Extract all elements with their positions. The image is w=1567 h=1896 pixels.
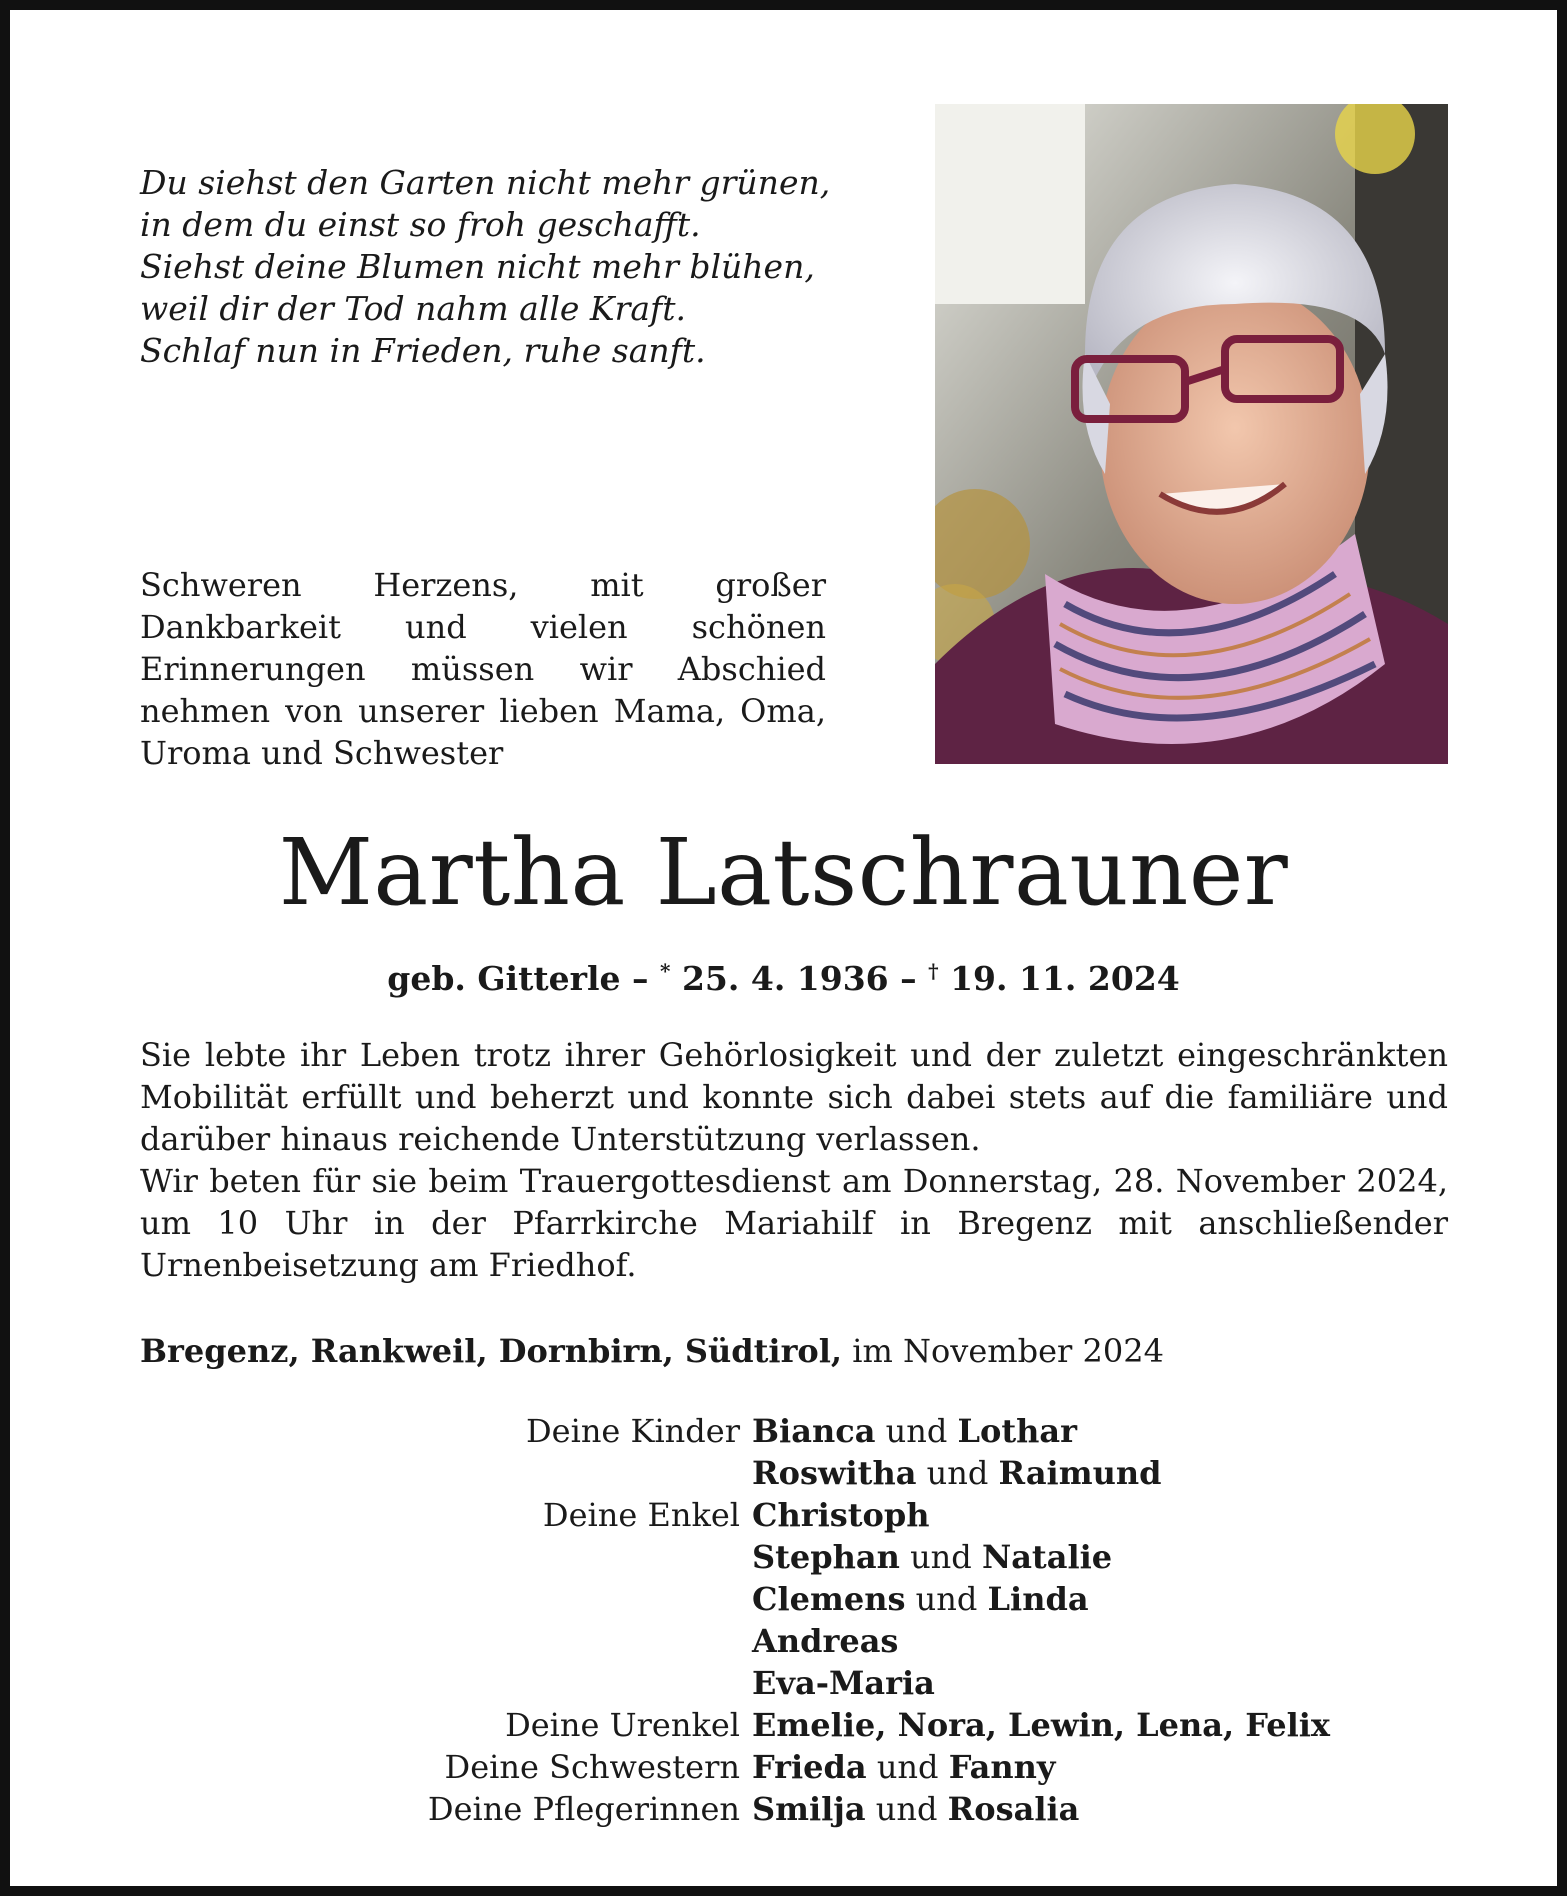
conjunction: und: [899, 1538, 982, 1576]
poem-line: Schlaf nun in Frieden, ruhe sanft.: [140, 331, 706, 370]
conjunction: und: [905, 1580, 988, 1618]
portrait-photo: [935, 104, 1448, 764]
family-label: Deine Schwestern: [444, 1748, 740, 1786]
name: Bianca: [752, 1412, 876, 1450]
death-date: 19. 11. 2024: [950, 959, 1180, 998]
family-row: [340, 1578, 1440, 1620]
birth-date: 25. 4. 1936: [681, 959, 889, 998]
name: Raimund: [998, 1454, 1162, 1492]
family-names: [752, 1662, 935, 1704]
family-names: [752, 1704, 1330, 1746]
birth-death-line: [10, 950, 1557, 1000]
family-names: [752, 1536, 1112, 1578]
family-names: [752, 1620, 898, 1662]
places: Bregenz, Rankweil, Dornbirn, Südtirol,: [140, 1332, 843, 1370]
conjunction: und: [866, 1748, 949, 1786]
family-row: [340, 1788, 1440, 1830]
family-label: Deine Enkel: [542, 1496, 740, 1534]
poem: [140, 162, 830, 372]
born-symbol: *: [659, 959, 671, 983]
name: Smilja: [752, 1790, 866, 1828]
family-label: Deine Urenkel: [505, 1706, 740, 1744]
portrait-illustration: [935, 104, 1448, 764]
family-names: [752, 1746, 1056, 1788]
name: Eva-Maria: [752, 1664, 935, 1702]
poem-line: in dem du einst so froh geschafft.: [140, 205, 701, 244]
name: Andreas: [752, 1622, 899, 1660]
places-line: [140, 1330, 1164, 1372]
poem-line: weil dir der Tod nahm alle Kraft.: [140, 289, 686, 328]
family-names: [752, 1452, 1161, 1494]
family-row: [340, 1536, 1440, 1578]
family-row: [340, 1494, 1440, 1536]
deceased-name: Martha Latschrauner: [278, 819, 1289, 926]
name: Lothar: [957, 1412, 1077, 1450]
separator: –: [888, 959, 929, 998]
name: Roswitha: [752, 1454, 917, 1492]
conjunction: und: [916, 1454, 999, 1492]
intro-text: Schweren Herzens, mit großer Dankbarkeit und vielen schönen Erinnerungen müssen wir Abschied nehmen von unserer lieben Mama, Oma, Uroma und Schwester: [140, 566, 826, 772]
maiden-name: geb. Gitterle: [387, 959, 621, 998]
family-names: [752, 1494, 930, 1536]
poem-line: Du siehst den Garten nicht mehr grünen,: [140, 163, 831, 202]
separator: –: [620, 959, 660, 998]
family-label: Deine Kinder: [525, 1412, 740, 1450]
family-names: [752, 1410, 1077, 1452]
body-paragraph: Wir beten für sie beim Trauergottesdienst am Donnerstag, 28. November 2024, um 10 Uhr in der Pfarrkirche Mariahilf in Bregenz mit anschließender Urnenbeisetzung am Friedhof.: [140, 1162, 1448, 1284]
poem-line: Siehst deine Blumen nicht mehr blühen,: [140, 247, 815, 286]
conjunction: und: [865, 1790, 948, 1828]
conjunction: und: [875, 1412, 958, 1450]
family-row: [340, 1620, 1440, 1662]
body-text: [140, 1034, 1448, 1286]
name: Fanny: [948, 1748, 1056, 1786]
name: Frieda: [752, 1748, 867, 1786]
name: Linda: [987, 1580, 1089, 1618]
name: Natalie: [981, 1538, 1113, 1576]
name: Clemens: [752, 1580, 906, 1618]
family-list: [340, 1410, 1440, 1830]
family-row: [340, 1410, 1440, 1452]
name: Rosalia: [947, 1790, 1080, 1828]
family-label: Deine Pflegerinnen: [427, 1790, 740, 1828]
family-names: [752, 1578, 1089, 1620]
name: Christoph: [752, 1496, 930, 1534]
place-date: im November 2024: [842, 1332, 1164, 1370]
family-names: [752, 1788, 1079, 1830]
family-row: [340, 1662, 1440, 1704]
name: Emelie, Nora, Lewin, Lena, Felix: [752, 1706, 1330, 1744]
family-row: [340, 1746, 1440, 1788]
family-row: [340, 1704, 1440, 1746]
died-symbol: †: [928, 959, 939, 983]
name: Stephan: [752, 1538, 900, 1576]
body-paragraph: Sie lebte ihr Leben trotz ihrer Gehörlosigkeit und der zuletzt eingeschränkten Mobilität erfüllt und beherzt und konnte sich dabei stets auf die familiäre und darüber hinaus reichende Unterstützung verlassen.: [140, 1036, 1448, 1158]
family-row: [340, 1452, 1440, 1494]
